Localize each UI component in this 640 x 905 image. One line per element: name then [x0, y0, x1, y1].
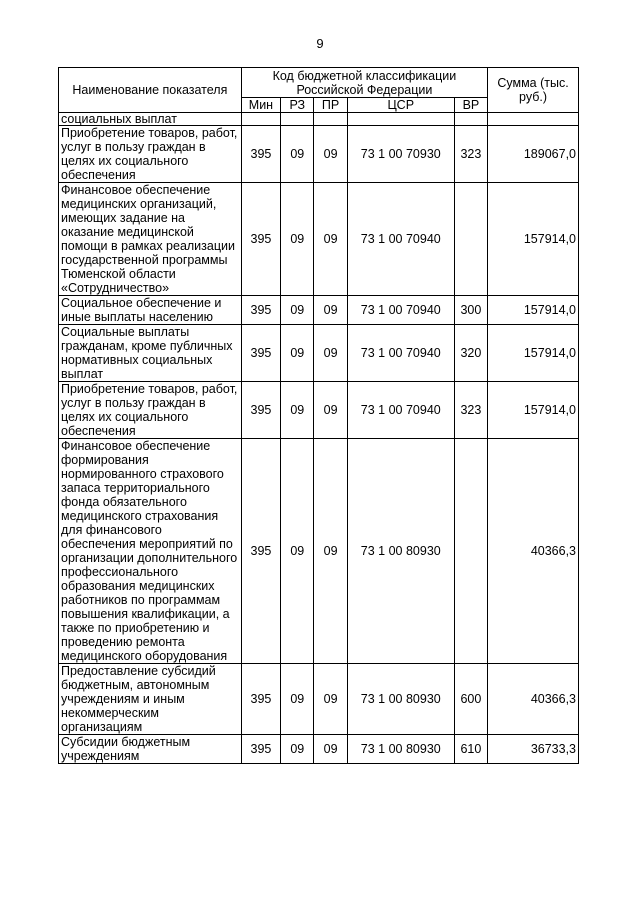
cell-csr: 73 1 00 70930	[347, 126, 454, 183]
cell-min: 395	[241, 183, 280, 296]
cell-vr	[454, 183, 487, 296]
table-row	[59, 664, 579, 735]
cell-vr: 600	[454, 664, 487, 735]
cell-rz: 09	[281, 439, 314, 664]
header-vr: ВР	[454, 98, 487, 113]
cell-rz: 09	[281, 183, 314, 296]
table-row	[59, 735, 579, 764]
table-row	[59, 296, 579, 325]
page-number: 9	[316, 36, 324, 51]
cell-csr: 73 1 00 70940	[347, 382, 454, 439]
header-rz: РЗ	[281, 98, 314, 113]
cell-vr	[454, 439, 487, 664]
cell-vr: 300	[454, 296, 487, 325]
cell-min: 395	[241, 126, 280, 183]
cell-sum: 157914,0	[488, 183, 579, 296]
cell-min: 395	[241, 735, 280, 764]
cell-vr: 610	[454, 735, 487, 764]
cell-pr: 09	[314, 664, 347, 735]
cell-sum: 40366,3	[488, 439, 579, 664]
cell-name: Приобретение товаров, работ, услуг в пользу граждан в целях их социального обеспечения	[59, 126, 242, 183]
cell-name: Финансовое обеспечение формирования нормированного страхового запаса территориального фонда обязательного медицинского страхования для финансового обеспечения мероприятий по организации дополнительного профессионального образования медицинских работников по программам повышения квалификации, а также по приобретению и проведению ремонта медицинского оборудования	[59, 439, 242, 664]
continuation-row	[59, 113, 579, 126]
header-csr: ЦСР	[347, 98, 454, 113]
table-row	[59, 325, 579, 382]
table-row	[59, 183, 579, 296]
cell-pr: 09	[314, 382, 347, 439]
cell-rz: 09	[281, 296, 314, 325]
table-row	[59, 126, 579, 183]
header-sum: Сумма (тыс. руб.)	[488, 68, 579, 113]
cell-name: Социальное обеспечение и иные выплаты населению	[59, 296, 242, 325]
header-min: Мин	[241, 98, 280, 113]
cell-csr: 73 1 00 70940	[347, 296, 454, 325]
cell-pr: 09	[314, 325, 347, 382]
cell-name: Социальные выплаты гражданам, кроме публичных нормативных социальных выплат	[59, 325, 242, 382]
cell-csr: 73 1 00 70940	[347, 183, 454, 296]
cell-pr: 09	[314, 735, 347, 764]
header-pr: ПР	[314, 98, 347, 113]
cell-sum: 157914,0	[488, 325, 579, 382]
cell-min: 395	[241, 325, 280, 382]
cell-rz: 09	[281, 325, 314, 382]
cell-min: 395	[241, 382, 280, 439]
header-code-group: Код бюджетной классификации Российской Федерации	[241, 68, 487, 98]
table-row	[59, 439, 579, 664]
cell-sum: 157914,0	[488, 296, 579, 325]
cell-pr: 09	[314, 183, 347, 296]
cell-name: Предоставление субсидий бюджетным, автономным учреждениям и иным некоммерческим организациям	[59, 664, 242, 735]
table-body	[59, 113, 579, 764]
cell-min: 395	[241, 664, 280, 735]
cell-sum: 189067,0	[488, 126, 579, 183]
cell-vr: 323	[454, 126, 487, 183]
cell-name: Субсидии бюджетным учреждениям	[59, 735, 242, 764]
cell-rz: 09	[281, 126, 314, 183]
cell-pr: 09	[314, 126, 347, 183]
header-name: Наименование показателя	[59, 68, 242, 113]
cell-sum: 36733,3	[488, 735, 579, 764]
table-header	[59, 68, 579, 113]
cell-rz: 09	[281, 382, 314, 439]
cell-pr: 09	[314, 296, 347, 325]
cell-min: 395	[241, 296, 280, 325]
cell-csr: 73 1 00 70940	[347, 325, 454, 382]
cell-rz: 09	[281, 664, 314, 735]
cell-vr: 320	[454, 325, 487, 382]
cell-sum: 157914,0	[488, 382, 579, 439]
cell-csr: 73 1 00 80930	[347, 439, 454, 664]
continuation-text: социальных выплат	[59, 113, 242, 126]
cell-name: Финансовое обеспечение медицинских организаций, имеющих задание на оказание медицинской помощи в рамках реализации государственной программы Тюменской области «Сотрудничество»	[59, 183, 242, 296]
cell-name: Приобретение товаров, работ, услуг в пользу граждан в целях их социального обеспечения	[59, 382, 242, 439]
cell-vr: 323	[454, 382, 487, 439]
cell-csr: 73 1 00 80930	[347, 664, 454, 735]
cell-rz: 09	[281, 735, 314, 764]
cell-pr: 09	[314, 439, 347, 664]
cell-sum: 40366,3	[488, 664, 579, 735]
cell-csr: 73 1 00 80930	[347, 735, 454, 764]
cell-min: 395	[241, 439, 280, 664]
budget-table	[58, 67, 579, 764]
table-row	[59, 382, 579, 439]
